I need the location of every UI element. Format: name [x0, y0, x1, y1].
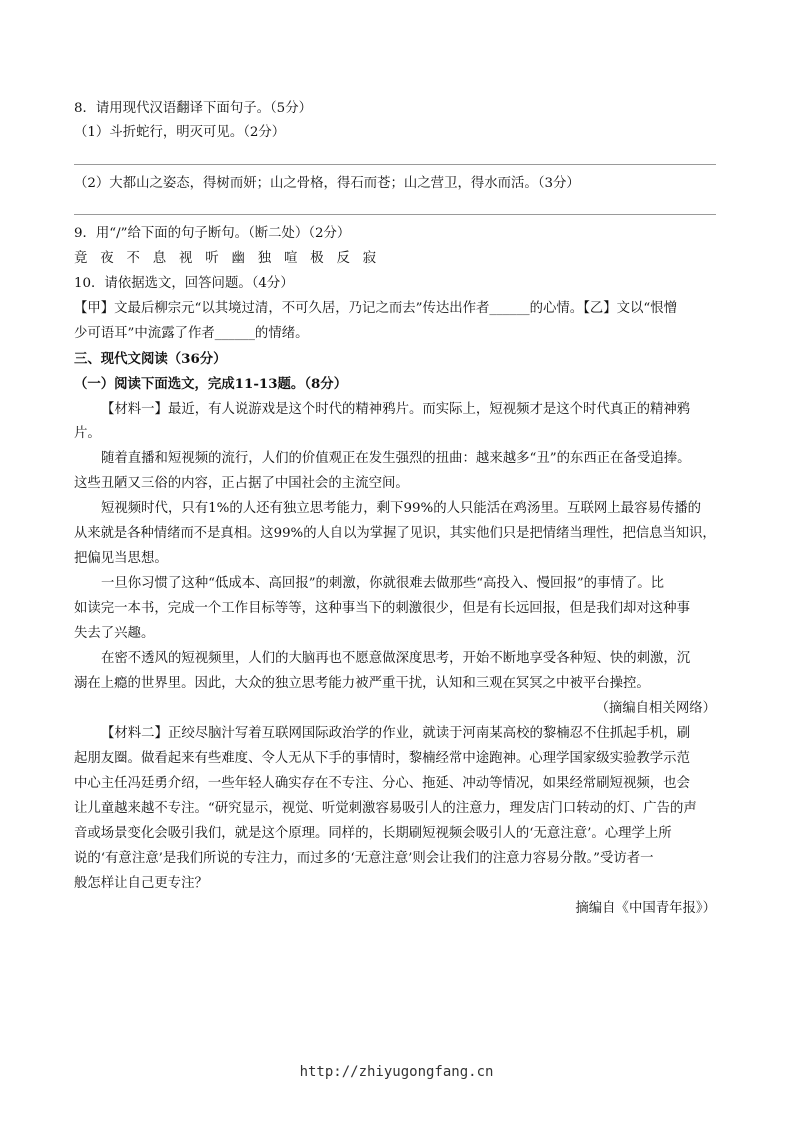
q8-item1: （1）斗折蛇行，明灭可见。（2分）: [74, 125, 286, 140]
q10-line2: 少可语耳”中流露了作者______的情绪。: [74, 326, 309, 341]
material2-l4: 让儿童越来越不专注。“研究显示，视觉、听觉刺激容易吸引人的注意力，理发店门口转动的灯、广告的声: [74, 801, 697, 816]
material2-l2: 起朋友圈。做看起来有些难度、令人无从下手的事情时，黎楠经常中途跑神。心理学国家级实验教学示范: [74, 751, 690, 766]
material2-source: 摘编自《中国青年报》）: [575, 901, 716, 916]
material1-p2-l2: 这些丑陋又三俗的内容，正占据了中国社会的主流空间。: [74, 476, 409, 491]
material1-p5-l1: 在密不透风的短视频里，人们的大脑再也不愿意做深度思考，开始不断地享受各种短、快的刺激，沉: [101, 651, 691, 666]
material1-p5-l2: 溺在上瘾的世界里。因此，大众的独立思考能力被严重干扰，认知和三观在冥冥之中被平台操控。: [74, 676, 650, 691]
footer-url[interactable]: http://zhiyugongfang.cn: [299, 1064, 494, 1080]
material2-l5: 音或场景变化会吸引我们，就是这个原理。同样的，长期刷短视频会吸引人的‘无意注意’。心理学上所: [74, 826, 672, 841]
material1-p4-l1: 一旦你习惯了这种“低成本、高回报”的刺激，你就很难去做那些“高投入、慢回报”的事情了。比: [101, 576, 665, 591]
section3-heading: 三、现代文阅读（36分）: [74, 351, 227, 367]
material1-p3-l3: 把偏见当思想。: [74, 551, 168, 566]
material2-l1: 【材料二】正绞尽脑汁写着互联网国际政治学的作业，就读于河南某高校的黎楠忍不住抓起手机，刷: [101, 726, 691, 741]
q8-prompt: 8．请用现代汉语翻译下面句子。（5分）: [74, 101, 312, 116]
answer-line: [74, 164, 716, 165]
q10-line1: 【甲】文最后柳宗元“以其境过清，不可久居，乃记之而去”传达出作者______的心情。【乙】文以“恨憎: [74, 301, 678, 316]
material1-p1-l2: 片。: [74, 426, 101, 441]
material1-p3-l1: 短视频时代，只有1%的人还有独立思考能力，剩下99%的人只能活在鸡汤里。互联网上最容易传播的: [101, 501, 702, 516]
material1-p4-l2: 如读完一本书，完成一个工作目标等等，这种事当下的刺激很少，但是有长远回报，但是我们却对这种事: [74, 601, 690, 616]
material2-l7: 般怎样让自己更专注？: [74, 876, 208, 891]
q9-sentence: 竟 夜 不 息 视 听 幽 独 喧 极 反 寂: [74, 251, 381, 266]
material1-p3-l2: 从来就是各种情绪而不是真相。这99%的人自以为掌握了见识，其实他们只是把情绪当理性，把信息当知识，: [74, 526, 716, 541]
material1-p1-l1: 【材料一】最近，有人说游戏是这个时代的精神鸦片。而实际上，短视频才是这个时代真正的精神鸦: [101, 402, 691, 417]
q8-item2: （2）大都山之姿态，得树而妍；山之骨格，得石而苍；山之营卫，得水而活。（3分）: [74, 176, 580, 191]
material2-l6: 说的‘有意注意’是我们所说的专注力，而过多的‘无意注意’则会让我们的注意力容易分散。”受访者一: [74, 851, 654, 866]
material1-p2-l1: 随着直播和短视频的流行，人们的价值观正在发生强烈的扭曲：越来越多“丑”的东西正在备受追捧。: [101, 451, 691, 466]
answer-line: [74, 214, 716, 215]
q9-prompt: 9．用“/”给下面的句子断句。（断二处）（2分）: [74, 226, 351, 241]
material2-l3: 中心主任冯廷勇介绍，一些年轻人确实存在不专注、分心、拖延、冲动等情况，如果经常刷短视频，也会: [74, 776, 690, 791]
q10-prompt: 10．请依据选文，回答问题。（4分）: [74, 276, 294, 291]
material1-p4-l3: 失去了兴趣。: [74, 626, 155, 641]
material1-source: （摘编自相关网络）: [595, 701, 716, 716]
section3-sub1: （一）阅读下面选文，完成11-13题。（8分）: [74, 376, 348, 392]
